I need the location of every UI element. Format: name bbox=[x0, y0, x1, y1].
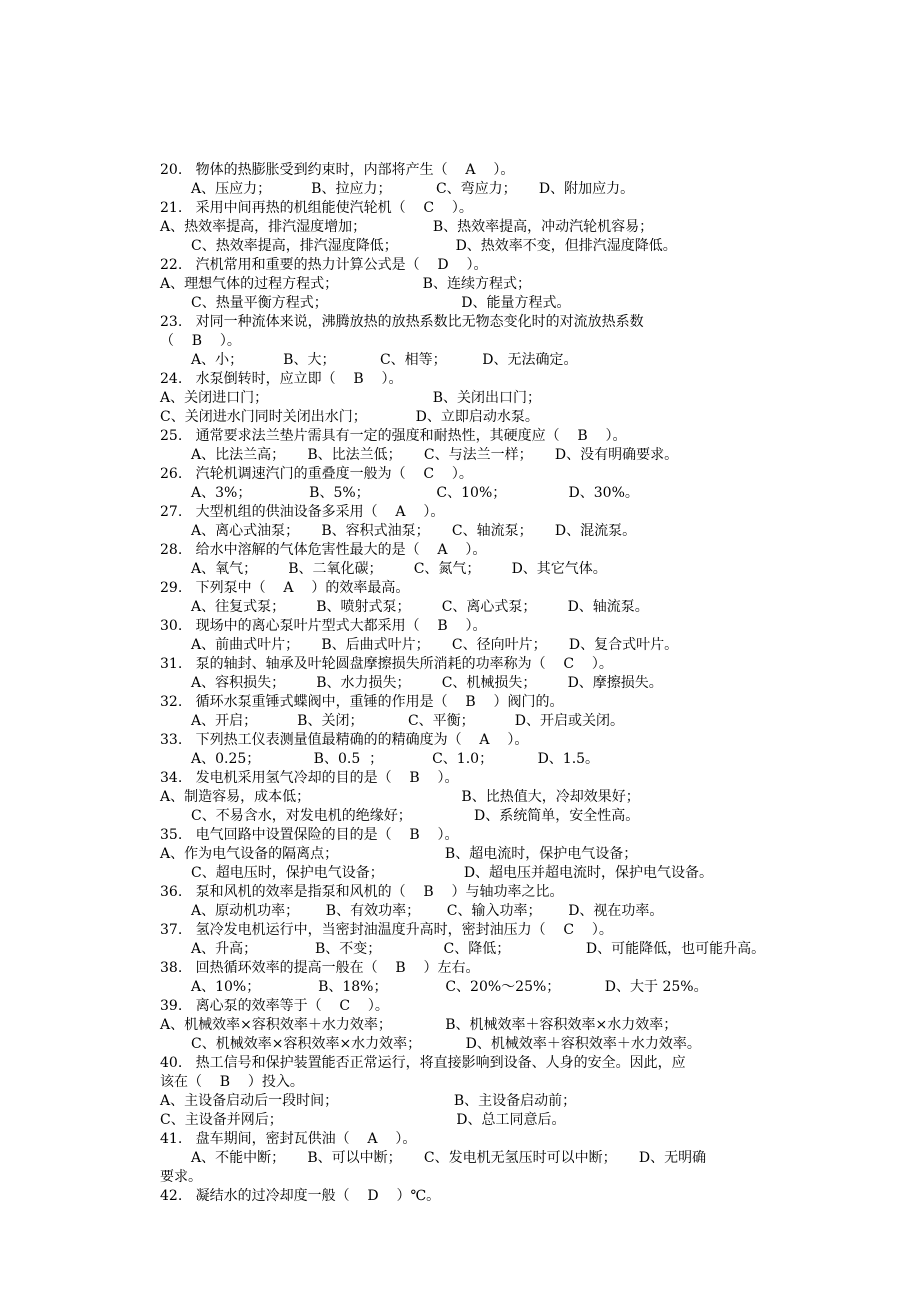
question-24: 24. 水泵倒转时，应立即（ B ）。 bbox=[160, 371, 403, 387]
options-40-cd: C、主设备并网后； D、总工同意后。 bbox=[160, 1112, 566, 1128]
question-22: 22. 汽机常用和重要的热力计算公式是（ D ）。 bbox=[160, 257, 488, 273]
options-38: A、10%； B、18%； C、20%～25%； D、大于 25%。 bbox=[191, 979, 708, 995]
options-27: A、离心式油泵； B、容积式油泵； C、轴流泵； D、混流泵。 bbox=[191, 523, 637, 539]
question-38: 38. 回热循环效率的提高一般在（ B ）左右。 bbox=[160, 960, 480, 976]
question-31: 31. 泵的轴封、轴承及叶轮圆盘摩擦损失所消耗的功率称为（ C ）。 bbox=[160, 656, 613, 672]
options-22-cd: C、热量平衡方程式； D、能量方程式。 bbox=[191, 295, 571, 311]
question-29: 29. 下列泵中（ A ）的效率最高。 bbox=[160, 580, 410, 596]
question-39: 39. 离心泵的效率等于（ C ）。 bbox=[160, 998, 389, 1014]
options-21-cd: C、热效率提高，排汽湿度降低； D、热效率不变，但排汽湿度降低。 bbox=[191, 238, 677, 254]
options-20: A、压应力； B、拉应力； C、弯应力； D、附加应力。 bbox=[191, 181, 635, 197]
options-40-ab: A、主设备启动后一段时间； B、主设备启动前； bbox=[160, 1093, 577, 1109]
question-34: 34. 发电机采用氢气冷却的目的是（ B ）。 bbox=[160, 770, 459, 786]
question-42: 42. 凝结水的过冷却度一般（ D ）℃。 bbox=[160, 1188, 441, 1204]
options-29: A、往复式泵； B、喷射式泵； C、离心式泵； D、轴流泵。 bbox=[191, 599, 649, 615]
options-24-ab: A、关闭进口门； B、关闭出口门； bbox=[160, 390, 542, 406]
question-36: 36. 泵和风机的效率是指泵和风机的（ B ）与轴功率之比。 bbox=[160, 884, 564, 900]
options-25: A、比法兰高； B、比法兰低； C、与法兰一样； D、没有明确要求。 bbox=[191, 447, 679, 463]
question-33: 33. 下列热工仪表测量值最精确的的精确度为（ A ）。 bbox=[160, 732, 529, 748]
options-41-cont: 要求。 bbox=[160, 1169, 202, 1185]
question-37: 37. 氢冷发电机运行中，当密封油温度升高时，密封油压力（ C ）。 bbox=[160, 922, 613, 938]
question-27: 27. 大型机组的供油设备多采用（ A ）。 bbox=[160, 504, 445, 520]
question-40: 40. 热工信号和保护装置能否正常运行，将直接影响到设备、人身的安全。因此，应 bbox=[160, 1055, 686, 1071]
question-21: 21. 采用中间再热的机组能使汽轮机（ C ）。 bbox=[160, 200, 473, 216]
options-37: A、升高； B、不变； C、降低； D、可能降低，也可能升高。 bbox=[191, 941, 766, 957]
options-28: A、氧气； B、二氧化碳； C、氮气； D、其它气体。 bbox=[191, 561, 607, 577]
options-21-ab: A、热效率提高，排汽湿度增加； B、热效率提高，冲动汽轮机容易； bbox=[160, 219, 654, 235]
options-36: A、原动机功率； B、有效功率； C、输入功率； D、视在功率。 bbox=[191, 903, 664, 919]
options-35-cd: C、超电压时，保护电气设备； D、超电压并超电流时，保护电气设备。 bbox=[191, 865, 714, 881]
question-30: 30. 现场中的离心泵叶片型式大都采用（ B ）。 bbox=[160, 618, 487, 634]
question-32: 32. 循环水泵重锤式蝶阀中，重锤的作用是（ B ）阀门的。 bbox=[160, 694, 564, 710]
question-28: 28. 给水中溶解的气体危害性最大的是（ A ）。 bbox=[160, 542, 487, 558]
options-34-ab: A、制造容易，成本低； B、比热值大，冷却效果好； bbox=[160, 789, 640, 805]
question-40-cont: 该在（ B ）投入。 bbox=[160, 1074, 304, 1090]
options-31: A、容积损失； B、水力损失； C、机械损失； D、摩擦损失。 bbox=[191, 675, 663, 691]
options-39-cd: C、机械效率×容积效率×水力效率； D、机械效率＋容积效率＋水力效率。 bbox=[191, 1036, 701, 1052]
question-20: 20. 物体的热膨胀受到约束时，内部将产生（ A ）。 bbox=[160, 162, 515, 178]
question-23: 23. 对同一种流体来说，沸腾放热的放热系数比无物态变化时的对流放热系数 bbox=[160, 314, 644, 330]
options-39-ab: A、机械效率×容积效率＋水力效率； B、机械效率＋容积效率×水力效率； bbox=[160, 1017, 678, 1033]
question-25: 25. 通常要求法兰垫片需具有一定的强度和耐热性，其硬度应（ B ）。 bbox=[160, 428, 627, 444]
options-34-cd: C、不易含水，对发电机的绝缘好； D、系统简单，安全性高。 bbox=[191, 808, 640, 824]
options-24-cd: C、关闭进水门同时关闭出水门； D、立即启动水泵。 bbox=[160, 409, 539, 425]
options-32: A、开启； B、关闭； C、平衡； D、开启或关闭。 bbox=[191, 713, 624, 729]
question-41: 41. 盘车期间，密封瓦供油（ A ）。 bbox=[160, 1131, 417, 1147]
options-23: A、小； B、大； C、相等； D、无法确定。 bbox=[191, 352, 578, 368]
question-26: 26. 汽轮机调速汽门的重叠度一般为（ C ）。 bbox=[160, 466, 473, 482]
question-35: 35. 电气回路中设置保险的目的是（ B ）。 bbox=[160, 827, 459, 843]
options-26: A、3%； B、5%； C、10%； D、30%。 bbox=[191, 485, 639, 501]
options-41: A、不能中断； B、可以中断； C、发电机无氢压时可以中断； D、无明确 bbox=[191, 1150, 707, 1166]
question-23-cont: （ B ）。 bbox=[160, 333, 241, 349]
options-30: A、前曲式叶片； B、后曲式叶片； C、径向叶片； D、复合式叶片。 bbox=[191, 637, 679, 653]
options-33: A、0.25； B、0.5 ； C、1.0； D、1.5。 bbox=[191, 751, 600, 767]
options-35-ab: A、作为电气设备的隔离点； B、超电流时，保护电气设备； bbox=[160, 846, 638, 862]
options-22-ab: A、理想气体的过程方程式； B、连续方程式； bbox=[160, 276, 531, 292]
